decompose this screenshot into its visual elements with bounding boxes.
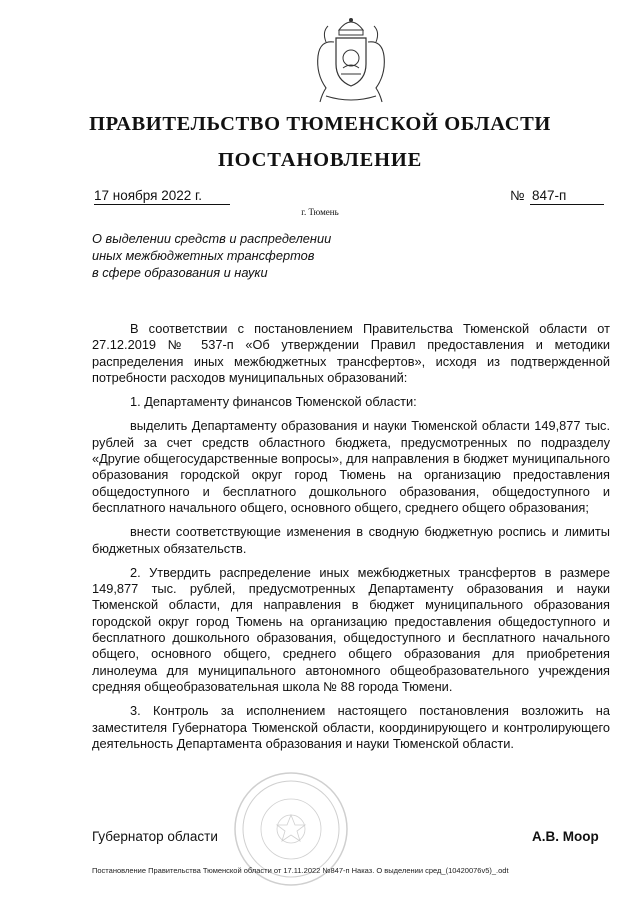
paragraph-item-2: 2. Утвердить распределение иных межбюджетных трансфертов в размере 149,877 тыс. рублей, предусмотренных Департаменту образования и науки Тюменской области, для направления в бюджет муниципального образования городской округ город Тюмень на организацию предоставления общедоступного и бесплатного дошкольного образования, общедоступного и бесплатного начального общего, основного общего, среднего общего образования для приобретения линолеума для муниципального автономного общеобразовательного учреждения средняя общеобразовательная школа № 88 города Тюмени.	[92, 564, 610, 694]
subject-line: в сфере образования и науки	[92, 265, 268, 280]
paragraph-item-1: 1. Департаменту финансов Тюменской области:	[130, 394, 417, 410]
document-subject	[92, 230, 392, 281]
coat-of-arms-icon	[296, 12, 406, 106]
document-body	[92, 321, 610, 760]
document-footer: Постановление Правительства Тюменской области от 17.11.2022 №847-п Наказ. О выделении сред_(10420076v5)_.odt	[92, 866, 509, 875]
signatory-name: А.В. Моор	[532, 829, 599, 844]
paragraph-item-1-amend: внести соответствующие изменения в сводную бюджетную роспись и лимиты бюджетных обязательств.	[92, 524, 610, 556]
signatory-position: Губернатор области	[92, 829, 218, 844]
org-title: ПРАВИТЕЛЬСТВО ТЮМЕНСКОЙ ОБЛАСТИ	[89, 113, 551, 135]
document-date: 17 ноября 2022 г.	[94, 188, 230, 205]
city-label: г. Тюмень	[301, 207, 339, 217]
document-number: 847-п	[530, 188, 604, 205]
paragraph-item-1-allocate: выделить Департаменту образования и науки Тюменской области 149,877 тыс. рублей за счет средств областного бюджета, предусмотренных по подразделу «Другие общегосударственные вопросы», для направления в бюджет муниципального образования городской округ город Тюмень на организацию предоставления общедоступного и бесплатного дошкольного образования, общедоступного и бесплатного начального общего, основного общего, среднего общего образования;	[92, 418, 610, 515]
subject-line: иных межбюджетных трансфертов	[92, 248, 315, 263]
subject-line: О выделении средств и распределении	[92, 231, 332, 246]
number-label: №	[510, 188, 525, 203]
paragraph-item-3: 3. Контроль за исполнением настоящего постановления возложить на заместителя Губернатора Тюменской области, координирующего и контролирующего деятельность Департамента образования и науки Тюменской области.	[92, 703, 610, 751]
doc-type-title: ПОСТАНОВЛЕНИЕ	[217, 149, 423, 171]
paragraph-preamble: В соответствии с постановлением Правительства Тюменской области от 27.12.2019 № 537-п «Об утверждении Правил предоставления и методики распределения иных межбюджетных трансфертов», исходя из подтвержденной потребности расходов муниципальных образований:	[92, 321, 610, 385]
